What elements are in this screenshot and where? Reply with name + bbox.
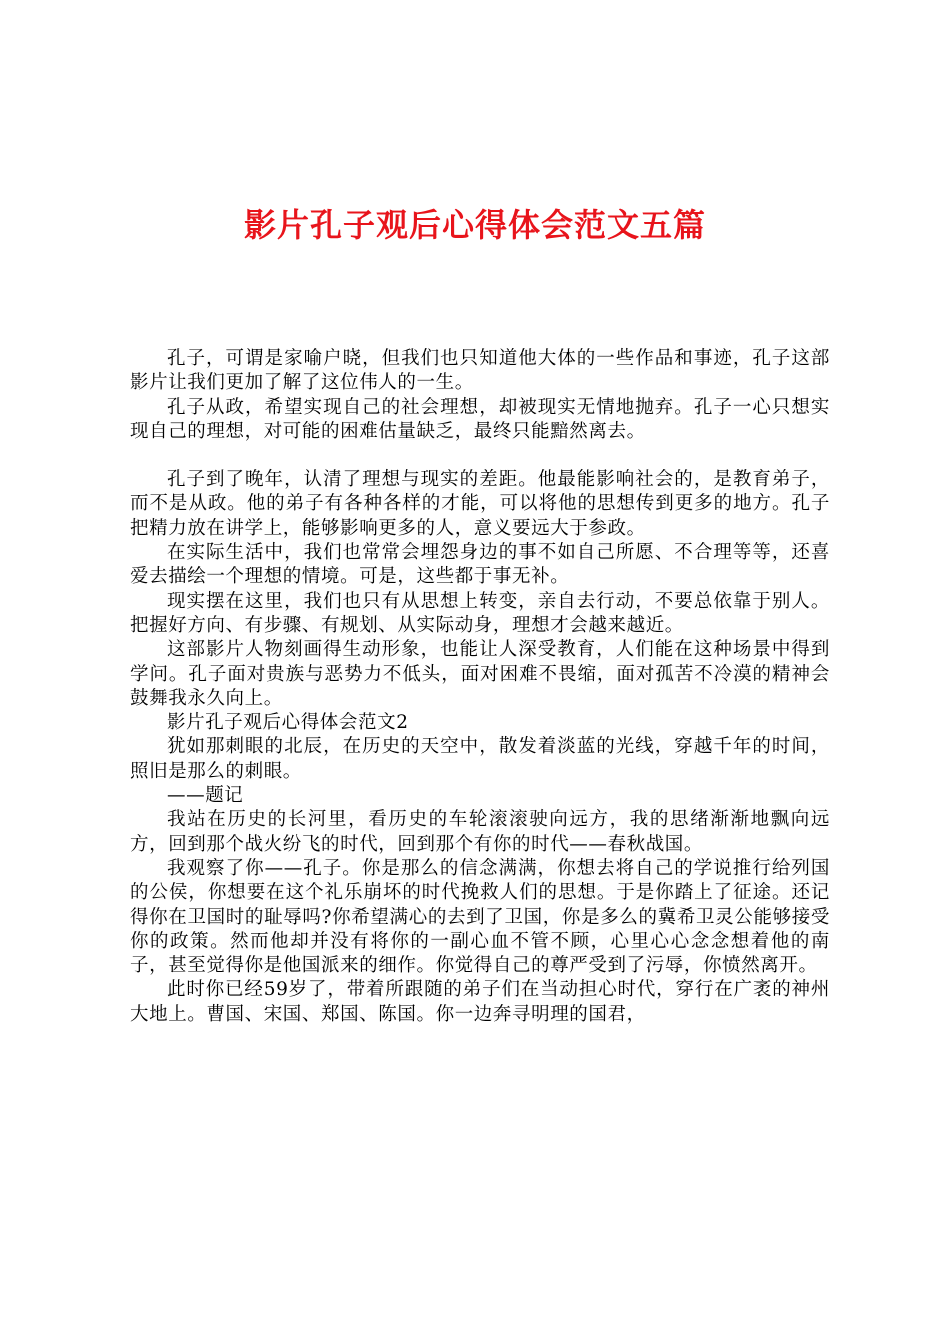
paragraph: 孔子到了晚年，认清了理想与现实的差距。他最能影响社会的，是教育弟子，而不是从政。他的弟子有各种各样的才能，可以将他的思想传到更多的地方。孔子把精力放在讲学上，能够影响更多的人，意义要远大于参政。 bbox=[130, 469, 830, 539]
epigraph-attribution: ——题记 bbox=[167, 785, 244, 807]
paragraph: 在实际生活中，我们也常常会埋怨身边的事不如自己所愿、不合理等等，还喜爱去描绘一个理想的情境。可是，这些都于事无补。 bbox=[130, 542, 830, 588]
document-title: 影片孔子观后心得体会范文五篇 bbox=[243, 206, 706, 244]
paragraph: 我观察了你——孔子。你是那么的信念满满，你想去将自己的学说推行给列国的公侯，你想要在这个礼乐崩坏的时代挽救人们的思想。于是你踏上了征途。还记得你在卫国时的耻辱吗?你希望满心的去到了卫国，你是多么的冀希卫灵公能够接受你的政策。然而他却并没有将你的一副心血不管不顾，心里心心念念想着他的南子，甚至觉得你是他国派来的细作。你觉得自己的尊严受到了污辱，你愤然离开。 bbox=[130, 857, 830, 977]
paragraph: 这部影片人物刻画得生动形象，也能让人深受教育，人们能在这种场景中得到学问。孔子面对贵族与恶势力不低头，面对困难不畏缩，面对孤苦不冷漠的精神会鼓舞我永久向上。 bbox=[130, 639, 830, 709]
paragraph: 此时你已经59岁了，带着所跟随的弟子们在当动担心时代，穿行在广袤的神州大地上。曹国、宋国、郑国、陈国。你一边奔寻明理的国君， bbox=[130, 979, 830, 1025]
paragraph: 孔子从政，希望实现自己的社会理想，却被现实无情地抛弃。孔子一心只想实现自己的理想，对可能的困难估量缺乏，最终只能黯然离去。 bbox=[130, 396, 830, 442]
paragraph: 现实摆在这里，我们也只有从思想上转变，亲自去行动，不要总依靠于别人。把握好方向、有步骤、有规划、从实际动身，理想才会越来越近。 bbox=[130, 590, 830, 636]
document-body bbox=[130, 347, 830, 1027]
paragraph: 孔子，可谓是家喻户晓，但我们也只知道他大体的一些作品和事迹，孔子这部影片让我们更加了解了这位伟人的一生。 bbox=[130, 348, 830, 394]
paragraph: 我站在历史的长河里，看历史的车轮滚滚驶向远方，我的思绪渐渐地飘向远方，回到那个战火纷飞的时代，回到那个有你的时代——春秋战国。 bbox=[130, 809, 830, 855]
paragraph: 犹如那刺眼的北辰，在历史的天空中，散发着淡蓝的光线，穿越千年的时间，照旧是那么的刺眼。 bbox=[130, 736, 830, 782]
section-heading: 影片孔子观后心得体会范文2 bbox=[167, 712, 409, 734]
